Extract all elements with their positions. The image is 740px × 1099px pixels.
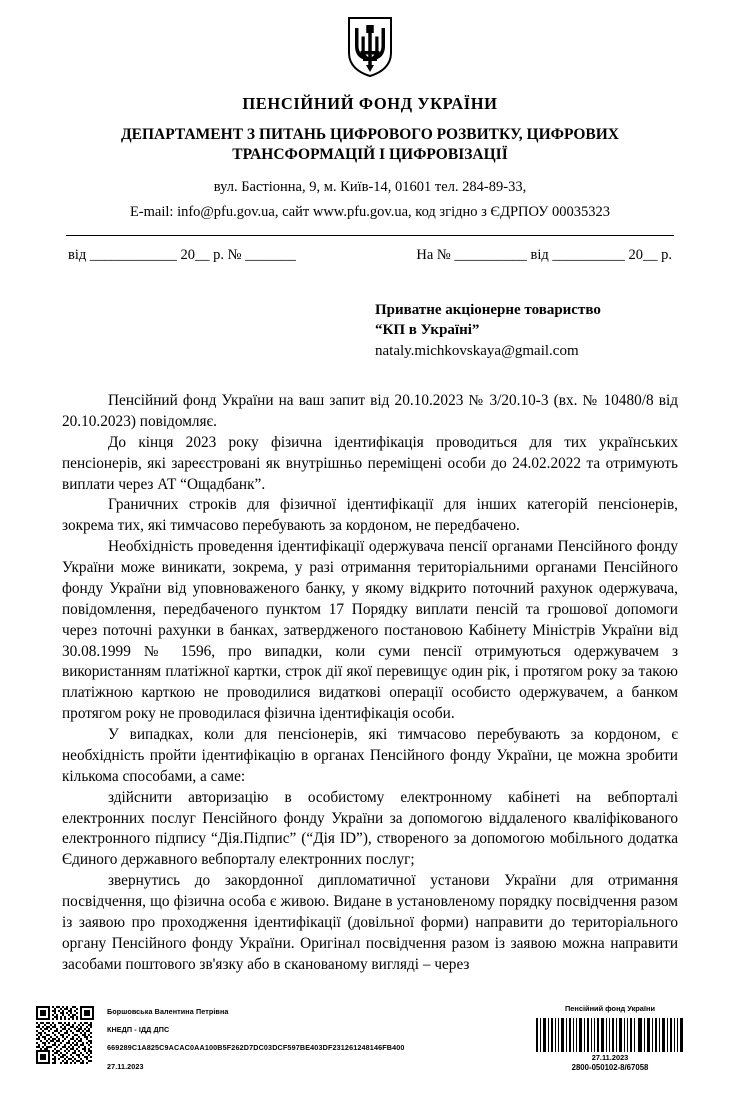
certificate-serial: 669289C1A825C9ACAC0AA100B5F262D7DC03DCF597BE403DF231261248146FB400 [107, 1043, 405, 1053]
body-paragraph: У випадках, коли для пенсіонерів, які тимчасово перебувають за кордоном, є необхідність пройти ідентифікацію в органах Пенсійного фонду України, це можна зробити кількома способами, а саме: [62, 726, 678, 785]
letter-body [60, 391, 680, 976]
barcode-icon [534, 1018, 686, 1052]
incoming-reference-field[interactable]: На № __________ від __________ 20__ р. [416, 246, 672, 263]
registration-date: 27.11.2023 [591, 1053, 629, 1062]
signer-name: Боршовська Валентина Петрівна [107, 1007, 229, 1016]
header-divider [66, 235, 674, 236]
body-paragraph: Пенсійний фонд України на ваш запит від 20.10.2023 № 3/20.10-3 (вх. № 10480/8 від 20.10.2023) повідомляє. [62, 392, 678, 430]
addressee-organization-line1: Приватне акціонерне товариство [375, 301, 601, 318]
certificate-authority: КНЕДП - ІДД ДПС [107, 1025, 170, 1035]
address-line: вул. Бастіонна, 9, м. Київ-14, 01601 тел. 284-89-33, [213, 178, 527, 195]
department-title-line2: ТРАНСФОРМАЦІЙ І ЦИФРОВІЗАЦІЇ [232, 146, 508, 164]
outgoing-reference-field[interactable]: від ____________ 20__ р. № _______ [68, 246, 296, 263]
department-title [60, 125, 680, 166]
body-paragraph: здійснити авторизацію в особистому електронному кабінеті на вебпорталі електронних послуг Пенсійного фонду України за допомогою віддаленого кваліфікованого електронного підпису “Дія.Підпис” (“Дія ID”), створеного за допомогою мобільного додатка Єдиного державного вебпорталу електронних послуг; [62, 788, 678, 869]
body-paragraph: До кінця 2023 року фізична ідентифікація проводиться для тих українських пенсіонерів, які зареєстровані як внутрішньо переміщені особи до 24.02.2022 та отримують виплати через АТ “Ощадбанк”. [62, 433, 678, 493]
footer-signature-area [0, 994, 740, 1099]
digital-signature-block [36, 1006, 405, 1070]
registration-number: 2800-050102-8/67058 [571, 1063, 649, 1072]
signature-date: 27.11.2023 [107, 1061, 144, 1071]
addressee-block [375, 300, 680, 361]
emblem-container [60, 0, 680, 88]
signature-details [107, 1006, 405, 1070]
addressee-email: nataly.michkovskaya@gmail.com [375, 342, 579, 359]
body-paragraph: Граничних строків для фізичної ідентифікації для інших категорій пенсіонерів, зокрема тих, які тимчасово перебувають за кордоном, не передбачено. [62, 496, 678, 535]
organization-title: ПЕНСІЙНИЙ ФОНД УКРАЇНИ [242, 94, 498, 113]
department-title-line1: ДЕПАРТАМЕНТ З ПИТАНЬ ЦИФРОВОГО РОЗВИТКУ, ЦИФРОВИХ [121, 126, 619, 143]
registration-authority-label: Пенсійний фонд України [564, 1004, 655, 1013]
contact-line: E-mail: info@pfu.gov.ua, сайт www.pfu.gov.ua, код згідно з ЄДРПОУ 00035323 [129, 203, 611, 220]
ukraine-trident-coat-of-arms-icon [347, 16, 393, 78]
qr-code-icon [36, 1006, 94, 1064]
body-paragraph: звернутись до закордонної дипломатичної установи України для отримання посвідчення, що фізична особа є живою. Видане в установленому порядку посвідчення разом із заявою про проходження ідентифікації (довільної форми) направити до територіального органу Пенсійного фонду України. Оригінал посвідчення разом із заявою можна направити засобами поштового зв'язку або в сканованому вигляді – через [62, 872, 678, 973]
body-paragraph: Необхідність проведення ідентифікації одержувача пенсії органами Пенсійного фонду України може виникати, зокрема, у разі отримання територіальними органами Пенсійного фонду України від уповноваженого банку, у якому відкрито поточний рахунок одержувача, повідомлення, передбаченого пунктом 17 Порядку виплати пенсій та грошової допомоги через поточні рахунки в банках, затвердженого постановою Кабінету Міністрів України від 30.08.1999 № 1596, про випадки, коли суми пенсії отримуються одержувачем з використанням платіжної картки, строк дії якої перевищує один рік, і протягом року за такою платіжною карткою не проводилися видаткові операції особисто одержувачем, а банком протягом року не проводилася фізична ідентифікація особи. [62, 538, 678, 723]
addressee-organization-line2: “КП в Україні” [375, 322, 480, 339]
registration-stamp-block [510, 1004, 710, 1072]
reference-row [60, 247, 680, 264]
